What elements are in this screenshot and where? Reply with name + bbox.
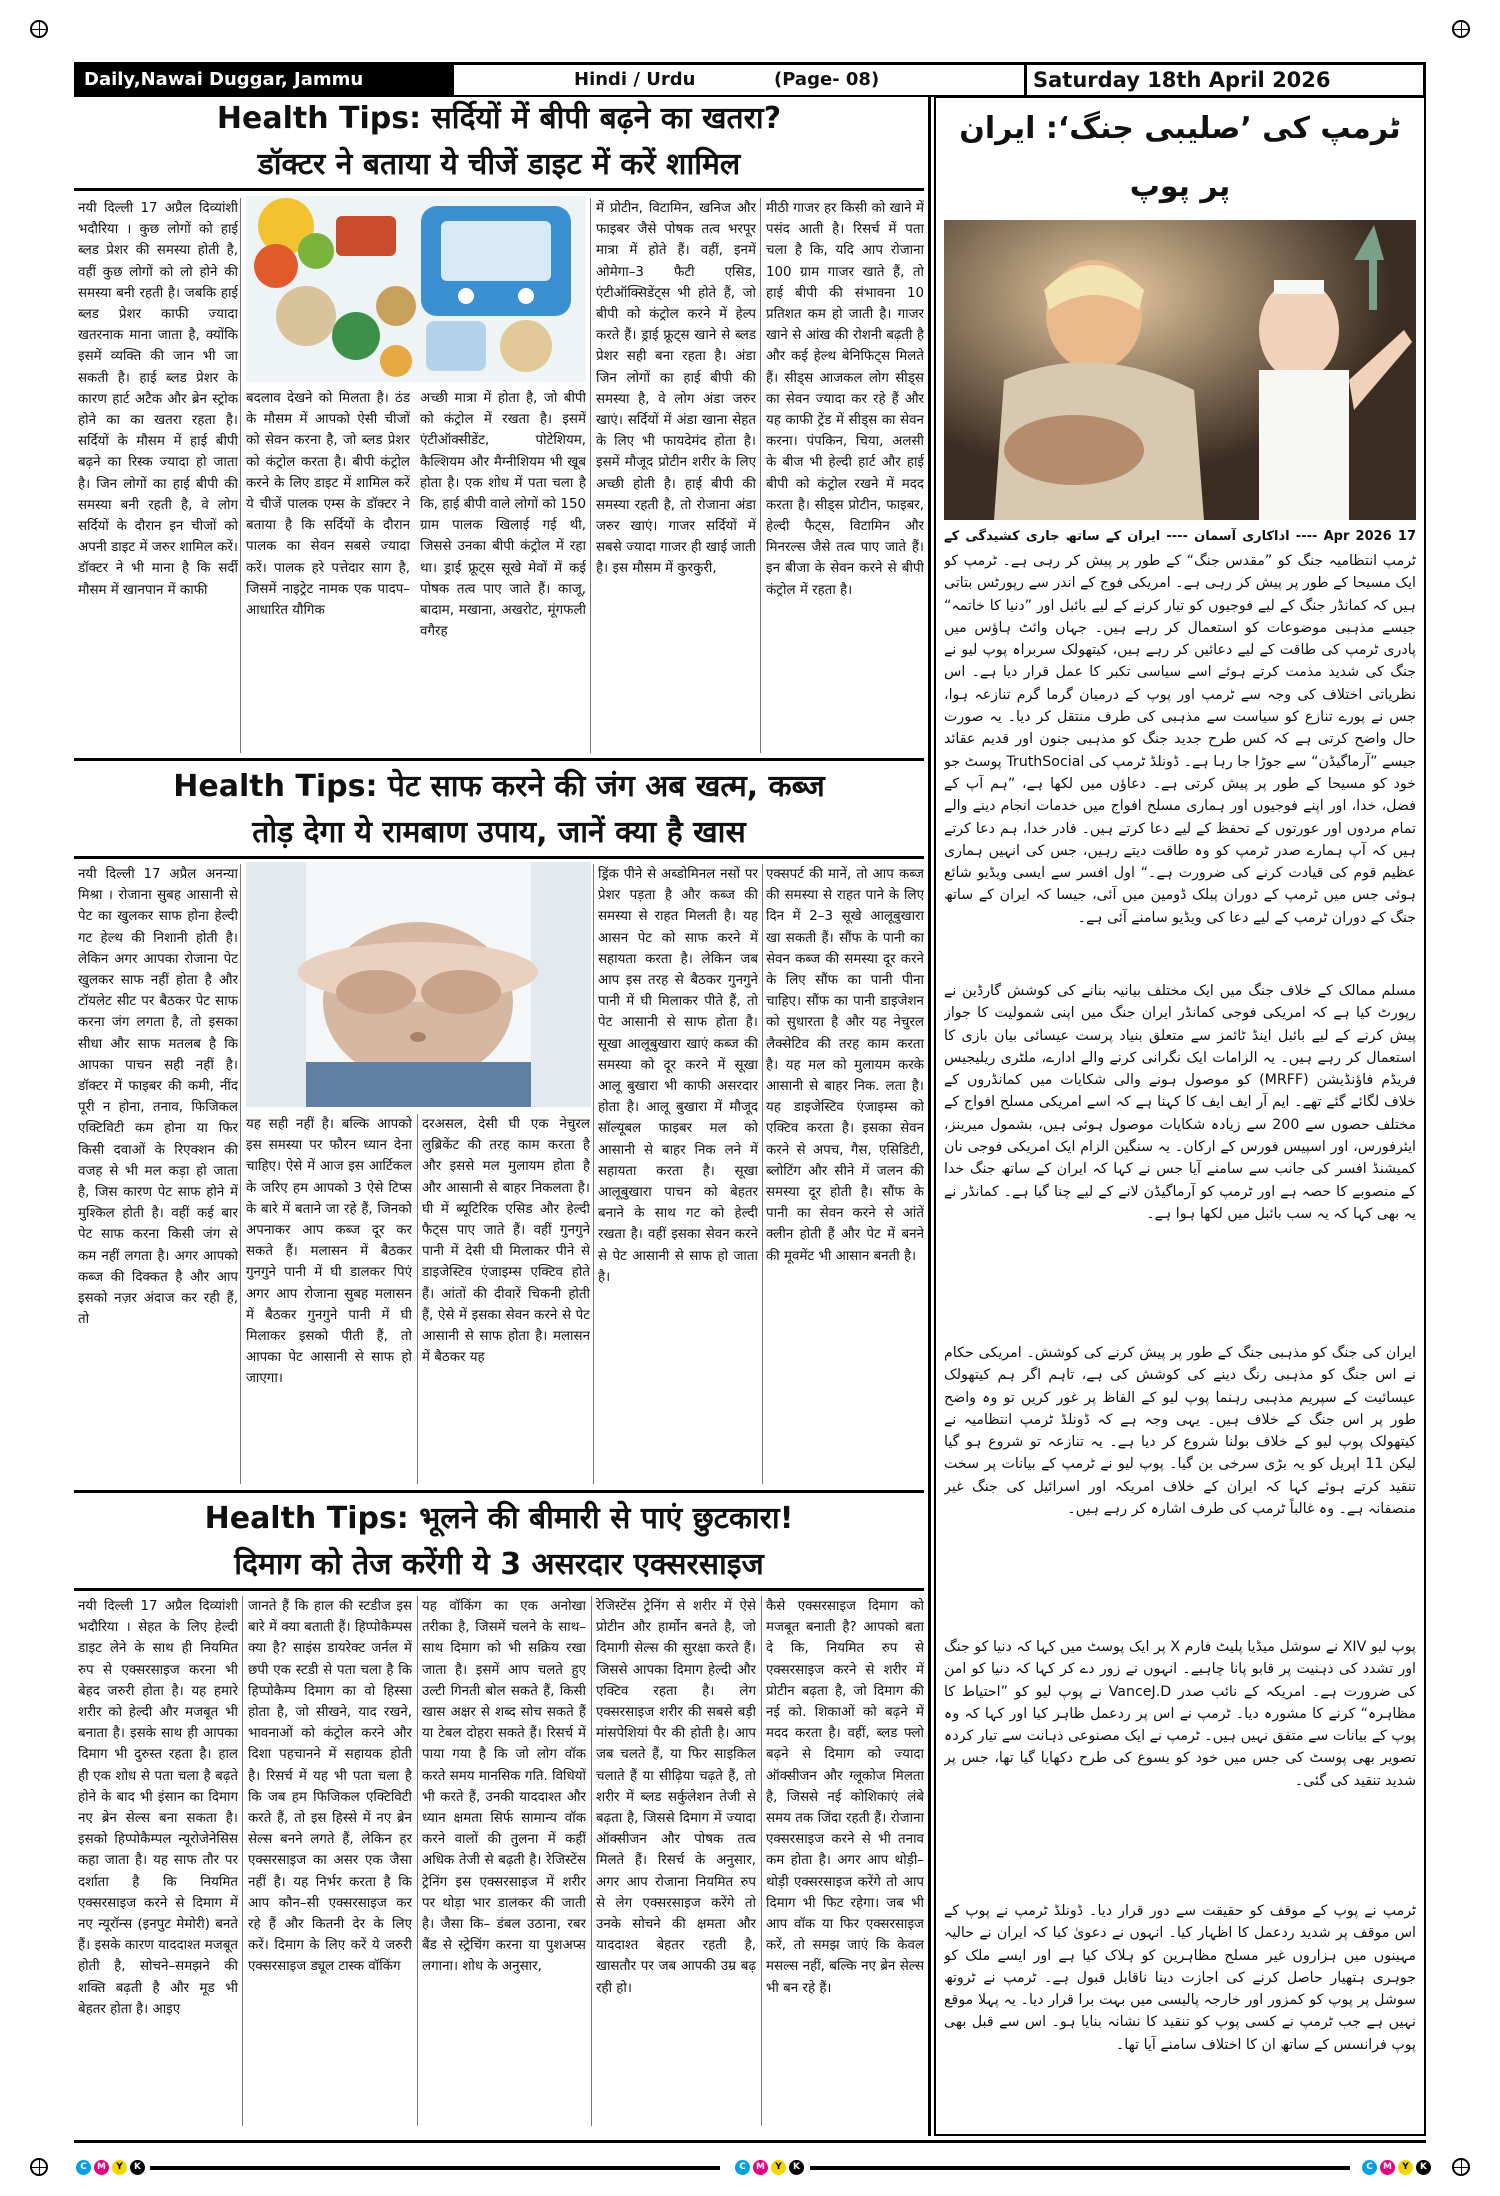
article-1-headline-line-2: डॉक्टर ने बताया ये चीजें डाइट में करें शामिल: [257, 147, 741, 182]
article-2-column-2: यह सही नहीं है। बल्कि आपको इस समस्या पर फौरन ध्यान देना चाहिए। ऐसे में आज इस आर्टिकल के जरिए हम आपको 3 ऐसे टिप्स के बारे में बताने जा रहे हैं, जिनको अपनाकर आप कब्ज दूर कर सकते हैं। मलासन में बैठकर गुनगुने पानी में घी डालकर पिएं अगर आप रोजाना सुबह मलासन में बैठकर गुनगुने पानी में घी मिलाकर इसको पीती हैं, तो आपका पेट आसानी से साफ हो जाएगा।: [246, 1117, 412, 1387]
article-2-headline-line-2: तोड़ देगा ये रामबाण उपाय, जानें क्या है खास: [252, 815, 746, 850]
article-3-headline-line-1: Health Tips: भूलने की बीमारी से पाएं छुटकारा!: [204, 1501, 794, 1536]
cmyk-y: Y: [771, 2160, 786, 2175]
article-1-column-1: नयी दिल्ली 17 अप्रैल दिव्यांशी भदौरिया । कुछ लोगों को हाई ब्लड प्रेशर की समस्या होती है, वहीं कुछ लोगों को लो होने की समस्या बनी रहती है। जबकि हाई ब्लड प्रेशर काफी ज्यादा खतरनाक माना जाता है, क्योंकि इसमें व्यक्ति की जान भी जा सकती है। हाई ब्लड प्रेशर के कारण हार्ट अटैक और ब्रेन स्ट्रोक होने का का खतरा रहता है। सर्दियों के मौसम में हाई बीपी बढ़ने का रिस्क ज्यादा हो जाता है। जिन लोगों का हाई बीपी की समस्या बनी रहती है, वे लोग सर्दियों के दौरान इन चीजों को अपनी डाइट में जरुर शामिल करें। डॉक्टर ने भी माना है कि सर्दी मौसम में खानपान में काफी: [78, 201, 238, 598]
article-1: [74, 96, 924, 756]
issue-date: Saturday 18th April 2026: [1024, 62, 1426, 98]
cmyk-c: C: [735, 2160, 750, 2175]
urdu-photo: [944, 220, 1416, 520]
article-3-headline-rule: [74, 1588, 924, 1591]
article-1-photo: [246, 196, 586, 382]
article-3-column-5: कैसे एक्सरसाइज दिमाग को मजबूत बनाती है? आपको बता दे कि, नियमित रुप से एक्सरसाइज करने से शरीर में प्रोटीन बढ़ता है, जो दिमाग की नई को. शिकाओं को बढ़ने में मदद करता है। वहीं, ब्लड फ्लो बढ़ने से दिमाग को ज्यादा ऑक्सीजन और ग्लूकोज मिलता है, जिससे नई कोशिकाएं लंबे समय तक जिंदा रहती हैं। रोजाना एक्सरसाइज करने से भी तनाव कम होता है। अगर आप थोड़ी–थोड़ी एक्सरसाइज करेंगे तो आप दिमाग भी फिट रहेगा। जब भी आप वॉक या फिर एक्सरसाइज करें, तो समझ जाएं कि केवल मसल्स नहीं, बल्कि नए ब्रेन सेल्स भी बन रहे हैं।: [766, 1599, 924, 1996]
urdu-body-3: ایران کی جنگ کو مذہبی جنگ کے طور پر پیش کرنے کی کوشش۔ امریکی حکام نے اس جنگ کو مذہبی رنگ دینے کی کوشش کی ہے، تاہم اگر ہم کیتھولک عیسائیت کے سپریم مذہبی رہنما پوپ لیو کے الفاظ پر غور کریں تو وہ واضح طور پر اس جنگ کے خلاف ہیں۔ یہی وجہ ہے کہ ڈونلڈ ٹرمپ انتظامیہ نے کیتھولک پوپ لیو کے خلاف بولنا شروع کر دیا ہے۔ یہ تنازعہ تو شروع ہو گیا لیکن 11 اپریل کو یہ بڑی سرخی بن گیا۔ پوپ لیو نے ٹرمپ کے بیانات پر سخت تنقید کرتے ہوئے کہا کہ ایران کے خلاف امریکہ اور اسرائیل کی جنگ غیر منصفانہ ہے۔ وہ غالباً ٹرمپ کی طرف اشارہ کر رہے ہیں۔: [944, 1345, 1416, 1518]
cmyk-k: K: [789, 2160, 804, 2175]
article-1-bottom-rule: [74, 758, 924, 761]
cmyk-strip-middle: [735, 2160, 804, 2175]
article-2: [74, 764, 924, 1484]
article-2-column-1: नयी दिल्ली 17 अप्रैल अनन्या मिश्रा । रोजाना सुबह आसानी से पेट का खुलकर साफ होना हेल्दी गट हेल्थ की निशानी होती है। लेकिन अगर आपका रोजाना पेट खुलकर साफ नहीं होता है और टॉयलेट सीट पर बैठकर पेट साफ करना जंग लगता है, तो इसका सीधा और साफ मतलब है कि आपका पाचन सही नहीं है। डॉक्टर में फाइबर की कमी, नींद पूरी न होना, तनाव, फिजिकल एक्टिविटी कम होना या फिर किसी दवाओं के रिएक्शन की वजह से भी मल कड़ा हो जाता है, जिस कारण पेट साफ होने में मुश्किल होती है। वहीं कई बार पेट साफ करना किसी जंग से कम नहीं लगता है। अगर आपको कब्ज की दिक्कत है और आप इसको नज़र अंदाज कर रही हैं, तो: [78, 867, 238, 1328]
article-3-column-2: जानते हैं कि हाल की स्टडीज इस बारे में क्या बताती हैं। हिप्पोकैम्पस क्या है? साइंस डायरेक्ट जर्नल में छपी एक स्टडी से पता चला है कि हिप्पोकैम्प दिमाग का वो हिस्सा होता है, जो सीखने, याद रखने, भावनाओं को कंट्रोल करने और दिशा पहचानने में सहायक होती है। रिसर्च में यह भी पता चला है कि जब हम फिजिकल एक्टिविटी करते हैं, तो इस हिस्से में नए ब्रेन सेल्स बनने लगते हैं, लेकिन हर एक्सरसाइज का असर एक जैसा नहीं है। यह निर्भर करता है कि आप कौन–सी एक्सरसाइज कर रहे हैं और कितनी देर के लिए करें। दिमाग के लिए करें ये जरुरी एक्सरसाइज ड्यूल टास्क वॉकिंग: [248, 1599, 412, 1975]
article-2-divider-2: [417, 1114, 418, 1484]
article-3-headline: [74, 1496, 924, 1588]
article-3-column-3: यह वॉकिंग का एक अनोखा तरीका है, जिसमें चलने के साथ–साथ दिमाग को भी सक्रिय रखा जाता है। इसमें आप चलते हुए उल्टी गिनती बोल सकते हैं, किसी खास अक्षर से शब्द सोच सकते हैं या टेबल दोहरा सकते हैं। रिसर्च में पाया गया है कि जो लोग वॉक करते समय मानसिक गति. विधियों भी करते हैं, उनकी याददाश्त और ध्यान क्षमता सिर्फ सामान्य वॉक करने वालों की तुलना में कहीं अधिक तेजी से बढ़ती है। रेजिस्टेंस ट्रेनिंग इस एक्सरसाइज में शरीर पर थोड़ा भार डालकर की जाती है। जैसा कि– डंबल उठाना, रबर बैंड से स्ट्रेचिंग करना या पुशअप्स लगाना। शोध के अनुसार,: [422, 1599, 586, 1975]
article-1-divider-2: [590, 198, 591, 753]
article-2-column-3: दरअसल, देसी घी एक नेचुरल लुब्रिकेंट की तरह काम करता है और इससे मल मुलायम होता है और आसानी से बाहर निकलता है। घी में ब्यूटिरिक एसिड और हेल्दी फैट्स पाए जाते हैं। वहीं गुनगुने पानी में देसी घी मिलाकर पीने से डाइजेस्टिव एंजाइम्स एक्टिव होते हैं। आंतों की दीवारें चिकनी होती हैं, ऐसे में इसका सेवन करने से पेट आसानी से साफ होता है। मलासन में बैठकर यह: [422, 1117, 590, 1366]
cmyk-m: M: [94, 2160, 109, 2175]
article-2-headline-line-1: Health Tips: पेट साफ करने की जंग अब खत्म, कब्ज: [173, 769, 825, 804]
registration-mark-bottom-right: [1452, 2158, 1470, 2176]
article-3-divider-1: [242, 1596, 243, 2126]
article-1-divider-1: [240, 198, 241, 753]
article-1-column-3: अच्छी मात्रा में होता है, जो बीपी को कंट्रोल में रखता है। इसमें एंटीऑक्सीडेंट, पोटेशियम, कैल्शियम और मैग्नीशियम भी खूब होता है। एक शोध में पता चला है कि, हाई बीपी वाले लोगों को 150 ग्राम पालक खिलाई गई थी, जिससे उनका बीपी कंट्रोल में रहा था। ड्राई फ्रूट्स सूखे मेवों में कई पोषक तत्व पाए जाते हैं। काजू, बादाम, मखाना, अखरोट, मूंगफली वगैरह: [420, 391, 586, 640]
cmyk-m: M: [1380, 2160, 1395, 2175]
article-2-photo: [246, 862, 591, 1107]
article-3-divider-3: [591, 1596, 592, 2126]
urdu-headline-line-1: ٹرمپ کی ’صلیبی جنگ‘: ایران پر پوپ: [959, 111, 1401, 204]
cmyk-y: Y: [112, 2160, 127, 2175]
urdu-article: [934, 96, 1426, 2136]
cmyk-y: Y: [1398, 2160, 1413, 2175]
registration-mark-top-right: [1452, 20, 1470, 38]
urdu-dateline: 17 Apr 2026 ---- اداکاری آسمان ---- ایران کے ساتھ جاری کشیدگی کے: [944, 529, 1416, 544]
registration-mark-top-left: [30, 20, 48, 38]
article-2-divider-1: [240, 864, 241, 1484]
cmyk-k: K: [130, 2160, 145, 2175]
article-1-column-4: में प्रोटीन, विटामिन, खनिज और फाइबर जैसे पोषक तत्व भरपूर मात्रा में होते हैं। वहीं, इनमें ओमेगा–3 फैटी एसिड, एंटीऑक्सिडेंट्स भी होते हैं, जो बीपी को कंट्रोल करने में हेल्प करते हैं। ड्राई फ्रूट्स खाने से ब्लड प्रेशर सही बना रहता है। अंडा जिन लोगों का हाई बीपी की समस्या है, वे लोग अंडा जरुर खाएं। सर्दियों में अंडा खाना सेहत के लिए भी फायदेमंद होता है। इसमें मौजूद प्रोटीन शरीर के लिए अच्छी होती है। हाई बीपी की समस्या रहती है, तो रोजाना अंडा जरुर खाएं। गाजर सर्दियों में सबसे ज्यादा गाजर ही खाई जाती है। इस मौसम में कुरकुरी,: [596, 201, 756, 577]
article-3-column-1: नयी दिल्ली 17 अप्रैल दिव्यांशी भदौरिया । सेहत के लिए हेल्दी डाइट लेने के साथ ही नियमित रुप से एक्सरसाइज करना भी बेहद जरुरी होता है। यह हमारे शरीर को हेल्दी और मजबूत भी बनाता है। इसके साथ ही आपका दिमाग भी दुरुस्त रहता है। हाल ही एक शोध से पता चला है बढ़ते होने के बाद भी इंसान का दिमाग नए ब्रेन सेल्स बना सकता है। इसको हिप्पोकैम्पल न्यूरोजेनेसिस कहा जाता है। यह साफ तौर पर दर्शाता है कि नियमित एक्सरसाइज करने से दिमाग में नए न्यूरॉन्स (इनपुट मेमोरी) बनते हैं। इसके कारण याददाश्त मजबूत होती है, सोचने–समझने की शक्ति बढ़ती है और मूड भी बेहतर होता है। आइए: [78, 1599, 238, 2017]
article-2-headline-rule: [74, 856, 924, 859]
language-label: Hindi / Urdu: [574, 69, 696, 90]
section-divider: [928, 96, 931, 2136]
article-2-divider-4: [762, 864, 763, 1484]
article-3: [74, 1496, 924, 2136]
article-1-column-5: मीठी गाजर हर किसी को खाने में पसंद आती है। रिसर्च में पता चला है कि, यदि आप रोजाना 100 ग्राम गाजर खाते हैं, तो हाई बीपी की संभावना 10 प्रतिशत कम हो जाती है। गाजर खाने से आंख की रोशनी बढ़ती है और कई हेल्थ बेनिफिट्स मिलते हैं। सीड्स आजकल लोग सीड्स का सेवन ज्यादा कर रहे हैं और यह काफी ट्रेंड में सीड्स का सेवन करना। पंपकिन, चिया, अलसी के बीज भी हेल्दी हार्ट और हाई बीपी को कंट्रोल रखने में मदद करता है। सीड्स प्रोटीन, फाइबर, हेल्दी फैट्स, विटामिन और मिनरल्स जैसे तत्व पाए जाते हैं। इन बीजा के सेवन करने से बीपी कंट्रोल में रहता है।: [766, 201, 924, 598]
article-2-column-4: ड्रिंक पीने से अब्डोमिनल नसों पर प्रेशर पड़ता है और कब्ज की समस्या से राहत मिलती है। यह आसन पेट को साफ करने में सहायता करता है। लेकिन जब आप इस तरह से बैठकर गुनगुने पानी में घी मिलाकर पीते हैं, तो पेट आसानी से साफ होता है। सूखा आलूबुखारा खाएं कब्ज की समस्या को दूर करने में सूखा आलू बुखारा भी काफी असरदार होता है। आलू बुखारा में मौजूद सॉल्यूबल फाइबर मल को आसानी से बाहर निक लने में सहायता करता है। सूखा आलूबुखारा पाचन को बेहतर बनाने के साथ गट को हेल्दी रखता है। वहीं इसका सेवन करने से पेट आसानी से साफ हो जाता है।: [598, 867, 758, 1285]
page-number: (Page- 08): [774, 69, 880, 90]
paper-name: Daily,Nawai Duggar, Jammu: [74, 65, 454, 95]
urdu-body-4: پوپ لیو XIV نے سوشل میڈیا پلیٹ فارم X پر ایک پوسٹ میں کہا کہ دنیا کو جنگ اور تشدد کی ذہنیت پر قابو پانا چاہیے۔ انہوں نے زور دے کر کہا کہ دنیا کو امن کی ضرورت ہے۔ امریکہ کے نائب صدر VanceJ.D نے پوپ لیو کو ”احتیاط کا مظاہرہ“ کرنے کا مشورہ دیا۔ ٹرمپ نے اس پر ردعمل ظاہر کیا اور کہا کہ وہ پوپ کے بیانات سے متفق نہیں ہیں۔ ٹرمپ نے ایک مصنوعی ذہانت سے تیار کردہ تصویر بھی پوسٹ کی جس میں خود کو یسوع کی طرح دکھایا گیا تھا، جس پر شدید تنقید کی گئی۔: [944, 1639, 1416, 1789]
cmyk-k: K: [1416, 2160, 1431, 2175]
bottom-strip-bar-left: [150, 2166, 720, 2170]
cmyk-c: C: [1362, 2160, 1377, 2175]
urdu-body-5: ٹرمپ نے پوپ کے موقف کو حقیقت سے دور قرار دیا۔ ڈونلڈ ٹرمپ نے پوپ کے اس موقف پر شدید ردعمل کا اظہار کیا۔ انہوں نے دعویٰ کیا کہ ایران نے حالیہ مہینوں میں ہزاروں غیر مسلح مظاہرین کو ہلاک کیا ہے اور ایسے ملک کو جوہری ہتھیار حاصل کرنے کی اجازت دینا ناقابل قبول ہے۔ ٹرمپ نے ٹروتھ سوشل پر پوپ کو کمزور اور خارجہ پالیسی میں بہت برا قرار دیا۔ یہ پہلا موقع نہیں ہے جب ٹرمپ نے کسی پوپ کو تنقید کا نشانہ بنایا ہو۔ اس سے قبل بھی پوپ فرانسس کے ساتھ ان کا اختلاف سامنے آیا تھا۔: [944, 1903, 1416, 2053]
article-2-column-5: एक्सपर्ट की मानें, तो आप कब्ज की समस्या से राहत पाने के लिए दिन में 2–3 सूखे आलूबुखारा खा सकती हैं। सौंफ के पानी का सेवन कब्ज की समस्या दूर करने के लिए सौंफ का पानी पीना चाहिए। सौंफ का पानी डाइजेशन को सुधारता है और यह नेचुरल लैक्सेटिव की तरह काम करता है। यह मल को मुलायम करके आसानी से बाहर निक. लता है। यह डाइजेस्टिव एंजाइम्स को एक्टिव करता है। इसका सेवन करने से अपच, गैस, एसिडिटी, ब्लोटिंग और सीने में जलन की समस्या दूर होती है। सौंफ के पानी का सेवन करने से आंतें क्लीन होती हैं और पेट में बनने की मूवमेंट भी आसान बनती है।: [766, 867, 924, 1264]
masthead: [74, 62, 1426, 97]
article-3-headline-line-2: दिमाग को तेज करेंगी ये 3 असरदार एक्सरसाइज: [234, 1547, 764, 1582]
registration-mark-bottom-left: [30, 2158, 48, 2176]
cmyk-m: M: [753, 2160, 768, 2175]
urdu-body-1: ٹرمپ انتظامیہ جنگ کو ”مقدس جنگ“ کے طور پر پیش کر رہی ہے۔ ٹرمپ کو ایک مسیحا کے طور پر پیش کر رہی ہے۔ امریکی فوج کے اندر سے رپورٹس بتاتی ہیں کہ کمانڈر جنگ کے لیے فوجیوں کو تیار کرنے کے لیے بائبل اور ”دنیا کا خاتمہ“ جیسے مذہبی موضوعات کو استعمال کر رہے ہیں۔ جہاں وائٹ ہاؤس میں پادری ٹرمپ کی طاقت کے لیے دعائیں کر رہے ہیں، کیتھولک سربراہ پوپ لیو نے جنگ کی شدید مذمت کرتے ہوئے اسے سیاسی تکبر کا عمل قرار دیا ہے۔ اس نظریاتی اختلاف کی وجہ سے ٹرمپ اور پوپ کے درمیان گرما گرم تنازعہ ہوا، جس نے پورے تنازع کو سیاست سے مذہبی کی طرف منتقل کر دیا۔ یہ صورت حال واضح کرتی ہے کہ کس طرح جدید جنگ کو مذہبی جنون اور قدیم عقائد جیسے ”آرماگیڈن“ سے جوڑا جا رہا ہے۔ ڈونلڈ ٹرمپ کی TruthSocial پوسٹ جو خود کو مسیحا کے طور پر پیش کرتی ہے۔ دعاؤں میں لکھا ہے، ”ہم آپ کے فضل، خدا، اور اپنے فوجیوں اور ہماری مسلح افواج میں خدمات انجام دینے والے تمام مردوں اور عورتوں کے تحفظ کے لیے دعا کرتے ہیں۔ فادر خدا، ہم دعا کرتے ہیں کہ آپ ہمارے صدر ٹرمپ کو وہ طاقت دیتے رہیں، جس کی انہیں ہماری عظیم قوم کی قیادت کرنے کی ضرورت ہے۔“ اول افسر سے ایسی ویڈیو شائع ہوئی جس میں ٹرمپ کے دوران پبلک ڈومین میں آئی، جیسا کہ ایران کے ساتھ جنگ کے دوران ٹرمپ کے لیے دعا کی ویڈیو سامنے آئی ہے۔: [944, 553, 1416, 926]
cmyk-strip-left: [76, 2160, 145, 2175]
article-3-divider-4: [761, 1596, 762, 2126]
urdu-body-2: مسلم ممالک کے خلاف جنگ میں ایک مختلف بیانیہ بنانے کی کوشش گارڈین نے رپورٹ کیا ہے کہ امریکی فوجی کمانڈر ایران جنگ میں اپنی شمولیت کا جواز پیش کرنے کے لیے بائبل اینڈ ٹائمز سے متعلق بنیاد پرست عیسائی بیان بازی کا استعمال کر رہے ہیں۔ یہ الزامات ایک نگرانی کرنے والے ادارے، ملٹری ریلیجیس فریڈم فاؤنڈیشن (MRFF) کو موصول ہونے والی شکایات میں کمانڈروں کے خلاف لگائے گئے تھے۔ ایم آر ایف ایف کا کہنا ہے کہ اسے امریکی مسلح افواج کے مختلف حصوں سے 200 سے زیادہ شکایات موصول ہوئی ہیں، بشمول میرینز، ایئرفورس، اور اسپیس فورس کے ارکان۔ یہ سنگین الزام ایک امریکی فوجی نان کمیشنڈ افسر کی جانب سے سامنے آیا جس نے کہا کہ ایران کے ساتھ جنگ خدا کے منصوبے کا حصہ ہے اور ٹرمپ کو آرماگیڈن لانے کے لیے چنا گیا ہے۔ کمانڈر نے یہ بھی کہا کہ یہ سب بائبل میں لکھا ہوا ہے۔: [944, 983, 1416, 1222]
article-2-headline: [74, 764, 924, 856]
article-3-divider-2: [417, 1596, 418, 2126]
article-2-bottom-rule: [74, 1490, 924, 1493]
article-1-headline-line-1: Health Tips: सर्दियों में बीपी बढ़ने का खतरा?: [216, 101, 782, 136]
article-1-column-2: बदलाव देखने को मिलता है। ठंड के मौसम में आपको ऐसी चीजों को सेवन करना है, जो ब्लड प्रेशर को कंट्रोल करता है। बीपी कंट्रोल करने के लिए डाइट में शामिल करें ये चीजें पालक एम्स के डॉक्टर ने बताया है कि सर्दियों के दौरान पालक का सेवन सबसे ज्यादा करें। पालक हरे पत्तेदार साग है, जिसमें नाइट्रेट नामक एक पादप–आधारित यौगिक: [246, 391, 410, 619]
article-2-divider-3: [593, 864, 594, 1484]
bottom-strip-bar-right: [810, 2166, 1350, 2170]
article-3-column-4: रेजिस्टेंस ट्रेनिंग से शरीर में ऐसे प्रोटीन और हार्मोन बनते है, जो दिमागी सेल्स की सुरक्षा करते हैं। जिससे आपका दिमाग हेल्दी और एक्टिव रहता है। लेग एक्सरसाइज शरीर की सबसे बड़ी मांसपेशियां पैर की होती है। आप जब चलते हैं, या फिर साइकिल चलाते हैं या सीढ़िया चढ़ते हैं, तो शरीर में ब्लड सर्कुलेशन तेजी से बढ़ता है, जिससे दिमाग में ज्यादा ऑक्सीजन और पोषक तत्व मिलते हैं। रिसर्च के अनुसार, अगर आप रोजाना नियमित रुप से लेग एक्सरसाइज करेंगे तो उनके सोचने की क्षमता और याददाश्त बेहतर रहती है, खासतौर पर जब आपकी उम्र बढ़ रही हो।: [596, 1599, 756, 1996]
bottom-rule: [74, 2140, 1426, 2143]
article-1-headline-rule: [74, 188, 924, 191]
article-1-headline: [74, 96, 924, 188]
cmyk-c: C: [76, 2160, 91, 2175]
article-1-divider-3: [760, 198, 761, 753]
cmyk-strip-right: [1362, 2160, 1431, 2175]
